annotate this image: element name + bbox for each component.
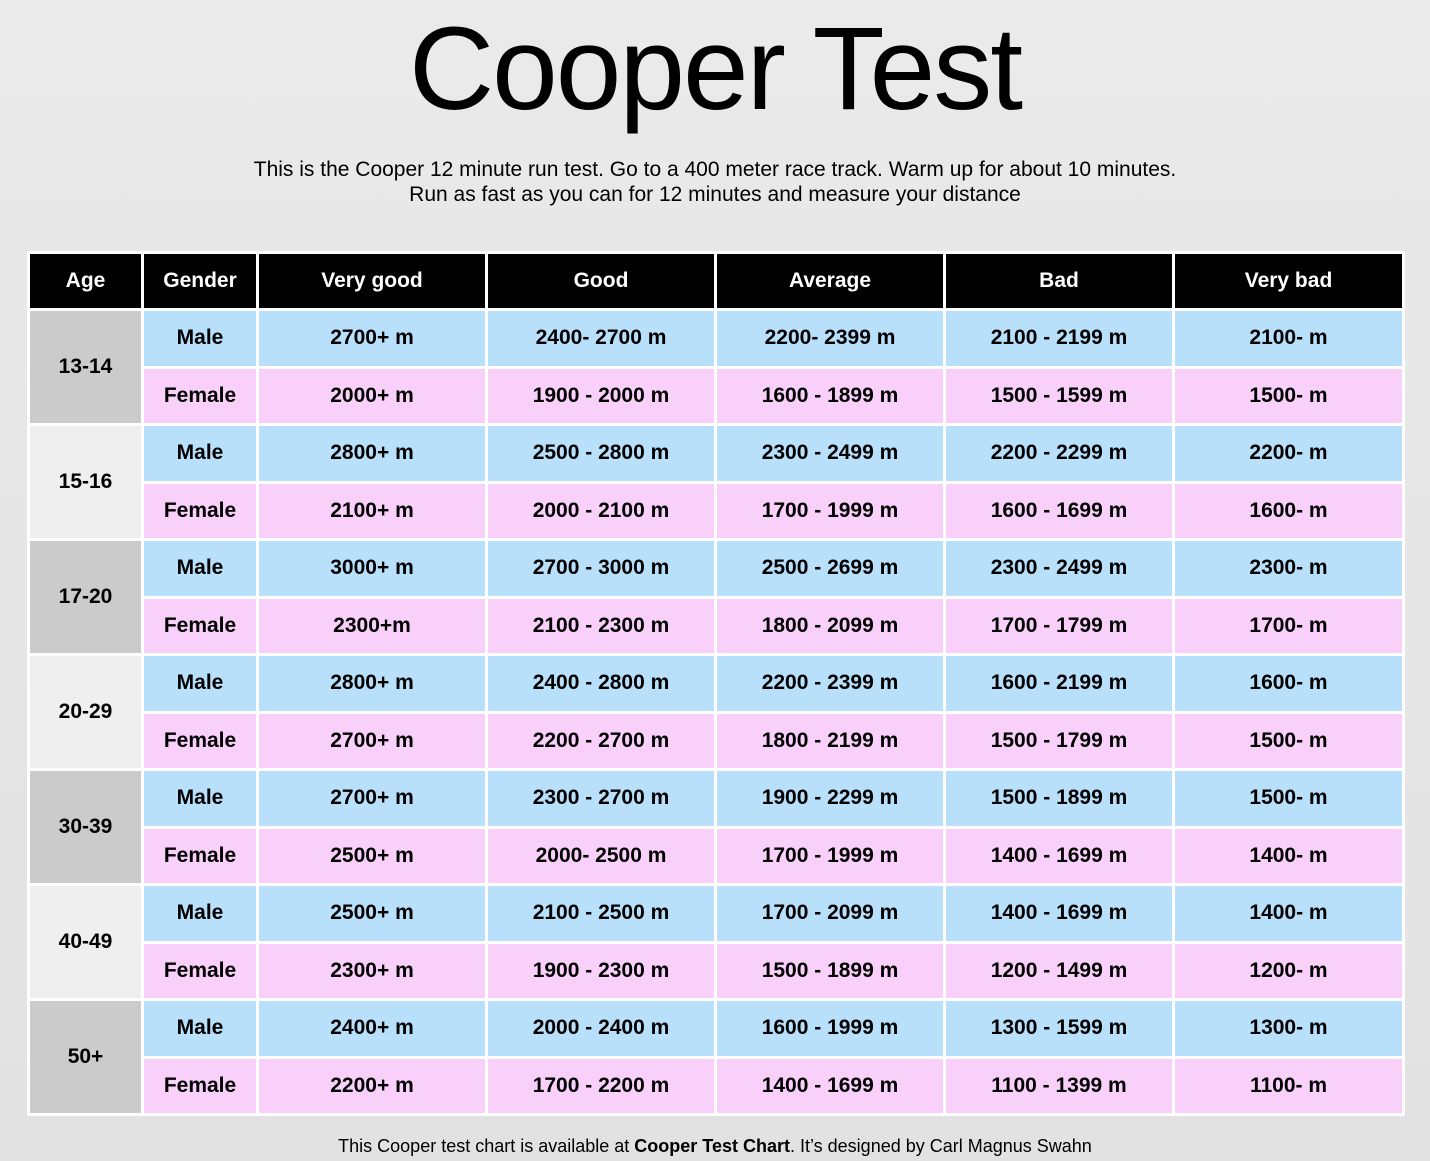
value-cell: 1600- m bbox=[1175, 484, 1402, 539]
gender-cell: Male bbox=[144, 886, 256, 941]
value-cell: 2500 - 2699 m bbox=[717, 541, 943, 596]
value-cell: 2500 - 2800 m bbox=[488, 426, 714, 481]
value-cell: 3000+ m bbox=[259, 541, 485, 596]
gender-cell: Male bbox=[144, 656, 256, 711]
header-good: Good bbox=[488, 254, 714, 308]
table-row bbox=[30, 656, 1402, 711]
age-cell: 50+ bbox=[30, 1001, 141, 1113]
gender-cell: Male bbox=[144, 1001, 256, 1056]
intro-line-2: Run as fast as you can for 12 minutes and measure your distance bbox=[409, 183, 1021, 206]
intro-line-1: This is the Cooper 12 minute run test. Go to a 400 meter race track. Warm up for about 10 minutes. bbox=[253, 158, 1177, 181]
value-cell: 2100- m bbox=[1175, 311, 1402, 366]
gender-cell: Female bbox=[144, 599, 256, 654]
value-cell: 2300 - 2499 m bbox=[946, 541, 1172, 596]
value-cell: 2700+ m bbox=[259, 311, 485, 366]
header-very-bad: Very bad bbox=[1175, 254, 1402, 308]
value-cell: 1500- m bbox=[1175, 369, 1402, 424]
footer-text bbox=[0, 1135, 1430, 1157]
value-cell: 2500+ m bbox=[259, 886, 485, 941]
value-cell: 1900 - 2000 m bbox=[488, 369, 714, 424]
header-age: Age bbox=[30, 254, 141, 308]
value-cell: 2500+ m bbox=[259, 829, 485, 884]
value-cell: 1300 - 1599 m bbox=[946, 1001, 1172, 1056]
table-row bbox=[30, 771, 1402, 826]
value-cell: 1400 - 1699 m bbox=[717, 1059, 943, 1114]
table-row bbox=[30, 369, 1402, 424]
value-cell: 1900 - 2300 m bbox=[488, 944, 714, 999]
gender-cell: Female bbox=[144, 714, 256, 769]
value-cell: 1700 - 1999 m bbox=[717, 484, 943, 539]
value-cell: 1700 - 2099 m bbox=[717, 886, 943, 941]
table-row bbox=[30, 886, 1402, 941]
value-cell: 1100 - 1399 m bbox=[946, 1059, 1172, 1114]
header-gender: Gender bbox=[144, 254, 256, 308]
value-cell: 1600- m bbox=[1175, 656, 1402, 711]
value-cell: 1700 - 1999 m bbox=[717, 829, 943, 884]
value-cell: 2000 - 2400 m bbox=[488, 1001, 714, 1056]
value-cell: 2300+ m bbox=[259, 944, 485, 999]
value-cell: 1900 - 2299 m bbox=[717, 771, 943, 826]
value-cell: 2200 - 2299 m bbox=[946, 426, 1172, 481]
gender-cell: Female bbox=[144, 484, 256, 539]
value-cell: 1500 - 1599 m bbox=[946, 369, 1172, 424]
gender-cell: Male bbox=[144, 771, 256, 826]
value-cell: 2400 - 2800 m bbox=[488, 656, 714, 711]
footer-chart-link[interactable]: Cooper Test Chart bbox=[634, 1136, 790, 1156]
header-average: Average bbox=[717, 254, 943, 308]
footer-suffix: . It’s designed by Carl Magnus Swahn bbox=[789, 1136, 1092, 1156]
value-cell: 2300 - 2700 m bbox=[488, 771, 714, 826]
table-row bbox=[30, 944, 1402, 999]
value-cell: 1600 - 2199 m bbox=[946, 656, 1172, 711]
value-cell: 2000+ m bbox=[259, 369, 485, 424]
table-row bbox=[30, 311, 1402, 366]
value-cell: 1400 - 1699 m bbox=[946, 829, 1172, 884]
value-cell: 1500- m bbox=[1175, 714, 1402, 769]
page-title: Cooper Test bbox=[408, 3, 1022, 135]
value-cell: 1100- m bbox=[1175, 1059, 1402, 1114]
age-cell: 40-49 bbox=[30, 886, 141, 998]
value-cell: 2700+ m bbox=[259, 771, 485, 826]
value-cell: 1800 - 2199 m bbox=[717, 714, 943, 769]
footer-prefix: This Cooper test chart is available at bbox=[338, 1136, 635, 1156]
value-cell: 1200- m bbox=[1175, 944, 1402, 999]
value-cell: 1700- m bbox=[1175, 599, 1402, 654]
value-cell: 2700 - 3000 m bbox=[488, 541, 714, 596]
value-cell: 1500 - 1899 m bbox=[946, 771, 1172, 826]
gender-cell: Female bbox=[144, 1059, 256, 1114]
value-cell: 1400- m bbox=[1175, 829, 1402, 884]
value-cell: 1500- m bbox=[1175, 771, 1402, 826]
value-cell: 1600 - 1699 m bbox=[946, 484, 1172, 539]
value-cell: 1700 - 1799 m bbox=[946, 599, 1172, 654]
cooper-test-table bbox=[27, 251, 1405, 1116]
value-cell: 2800+ m bbox=[259, 656, 485, 711]
value-cell: 2300 - 2499 m bbox=[717, 426, 943, 481]
value-cell: 2100 - 2500 m bbox=[488, 886, 714, 941]
gender-cell: Male bbox=[144, 541, 256, 596]
gender-cell: Female bbox=[144, 369, 256, 424]
value-cell: 2200- m bbox=[1175, 426, 1402, 481]
value-cell: 2800+ m bbox=[259, 426, 485, 481]
value-cell: 2200+ m bbox=[259, 1059, 485, 1114]
table-row bbox=[30, 599, 1402, 654]
value-cell: 2300+m bbox=[259, 599, 485, 654]
age-cell: 20-29 bbox=[30, 656, 141, 768]
table-row bbox=[30, 1001, 1402, 1056]
value-cell: 2200 - 2399 m bbox=[717, 656, 943, 711]
value-cell: 1500 - 1799 m bbox=[946, 714, 1172, 769]
gender-cell: Male bbox=[144, 311, 256, 366]
header-bad: Bad bbox=[946, 254, 1172, 308]
table-row bbox=[30, 714, 1402, 769]
value-cell: 2200- 2399 m bbox=[717, 311, 943, 366]
value-cell: 1400 - 1699 m bbox=[946, 886, 1172, 941]
value-cell: 1800 - 2099 m bbox=[717, 599, 943, 654]
value-cell: 2300- m bbox=[1175, 541, 1402, 596]
value-cell: 1200 - 1499 m bbox=[946, 944, 1172, 999]
value-cell: 1600 - 1999 m bbox=[717, 1001, 943, 1056]
intro-text bbox=[0, 157, 1430, 207]
gender-cell: Female bbox=[144, 944, 256, 999]
value-cell: 2400+ m bbox=[259, 1001, 485, 1056]
value-cell: 2200 - 2700 m bbox=[488, 714, 714, 769]
age-cell: 30-39 bbox=[30, 771, 141, 883]
value-cell: 1300- m bbox=[1175, 1001, 1402, 1056]
value-cell: 2700+ m bbox=[259, 714, 485, 769]
table-row bbox=[30, 426, 1402, 481]
age-cell: 15-16 bbox=[30, 426, 141, 538]
value-cell: 1500 - 1899 m bbox=[717, 944, 943, 999]
value-cell: 2100+ m bbox=[259, 484, 485, 539]
value-cell: 1600 - 1899 m bbox=[717, 369, 943, 424]
age-cell: 13-14 bbox=[30, 311, 141, 423]
table-row bbox=[30, 541, 1402, 596]
value-cell: 1700 - 2200 m bbox=[488, 1059, 714, 1114]
table-row bbox=[30, 1059, 1402, 1114]
header-row bbox=[30, 254, 1402, 308]
age-cell: 17-20 bbox=[30, 541, 141, 653]
value-cell: 2400- 2700 m bbox=[488, 311, 714, 366]
value-cell: 2100 - 2300 m bbox=[488, 599, 714, 654]
gender-cell: Female bbox=[144, 829, 256, 884]
value-cell: 2000- 2500 m bbox=[488, 829, 714, 884]
table-row bbox=[30, 484, 1402, 539]
value-cell: 2100 - 2199 m bbox=[946, 311, 1172, 366]
table-row bbox=[30, 829, 1402, 884]
value-cell: 2000 - 2100 m bbox=[488, 484, 714, 539]
header-very-good: Very good bbox=[259, 254, 485, 308]
value-cell: 1400- m bbox=[1175, 886, 1402, 941]
gender-cell: Male bbox=[144, 426, 256, 481]
